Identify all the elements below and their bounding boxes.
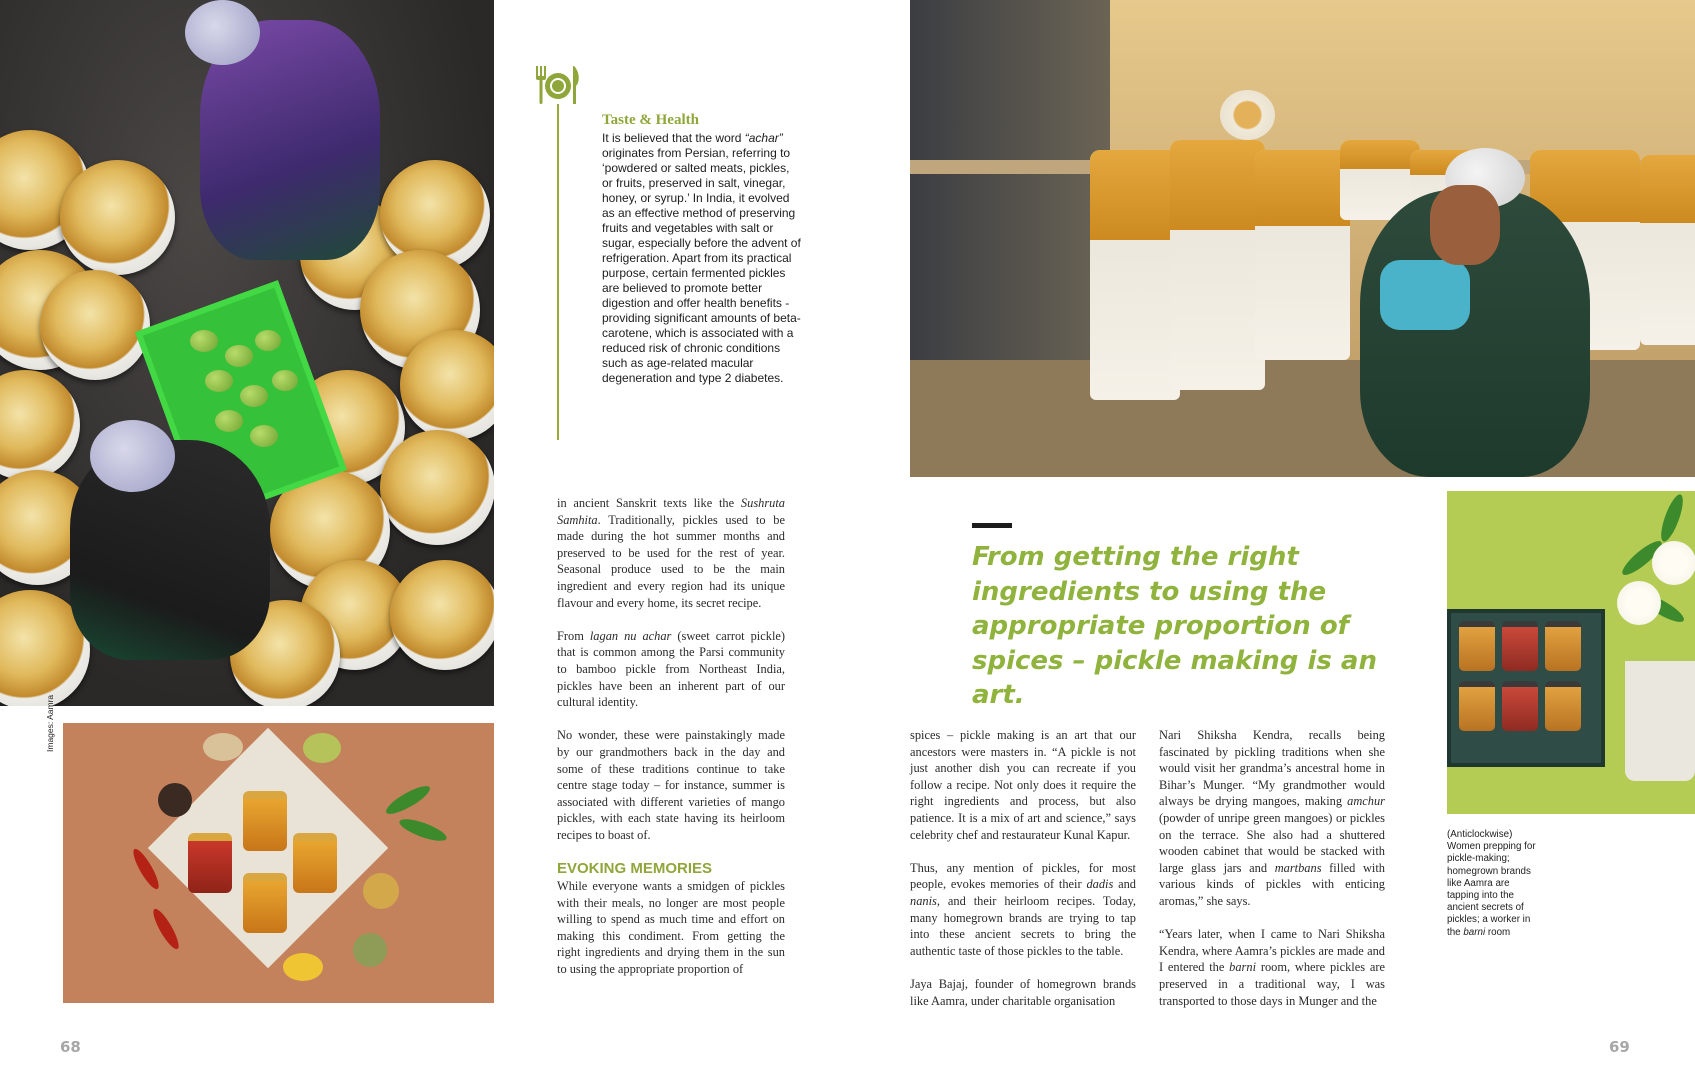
photo-worker-with-barni-jars [910, 0, 1695, 477]
text-run: room, where pickles are preserved in a traditional way, I was transported to those days in Munger and the [1159, 960, 1385, 1008]
paragraph [557, 727, 785, 843]
left-column [557, 495, 785, 994]
text-run: spices – pickle making is an art that our ancestors were masters in. “A pickle is not just another dish you can recreate if you follow a recipe. Not only does it require the right ingredients and process, but also patience. It is a mix of art and science,” says celebrity chef and restaurateur Kunal Kapur. [910, 728, 1136, 842]
paragraph [910, 727, 1136, 843]
page-number-right: 69 [1609, 1038, 1630, 1056]
text-run: Nari Shiksha Kendra, recalls being fascinated by pickling traditions when she would visit her grandma’s ancestral home in Bihar’s Munger. “My grandmother would always be drying mangoes, making [1159, 728, 1385, 809]
text-run: and [1113, 877, 1136, 892]
paragraph [910, 976, 1136, 1009]
italic-text: martbans [1274, 860, 1322, 875]
paragraph [557, 628, 785, 711]
fork-plate-knife-icon [534, 64, 582, 106]
italic-text: Sushruta Samhita [557, 496, 785, 527]
text-run: Thus, any mention of pickles, for most people, evokes memories of their [910, 860, 1136, 892]
text-run: “Years later, when I came to Nari Shiksha Kendra, where Aamra’s pickles are made and I entered the [1159, 927, 1385, 975]
paragraph [557, 495, 785, 611]
paragraph [1159, 727, 1385, 910]
text-run: , and their heirloom recipes. Today, many homegrown brands are trying to tap into these ancient secrets to bring the authentic taste of those pickles to the table. [910, 893, 1136, 958]
sidebar-title: Taste & Health [602, 112, 699, 128]
sidebar-body [602, 131, 802, 386]
italic-text: amchur [1347, 794, 1385, 809]
pull-quote: From getting the right ingredients to using the appropriate proportion of spices – pickle making is an art. [972, 542, 1377, 710]
text-run: filled with various kinds of pickles with enticing aromas,” she says. [1159, 860, 1386, 908]
italic-text: barni [1229, 960, 1257, 975]
section-heading: EVOKING MEMORIES [557, 860, 713, 878]
italic-text: barni [1463, 926, 1486, 938]
photo-caption [1447, 829, 1543, 939]
text-run: Jaya Bajaj, founder of homegrown brands like Aamra, under charitable organisation [910, 976, 1136, 1008]
text-run: (powder of unripe green mangoes) or pickles on the terrace. She also had a shuttered wooden cabinet that would be stacked with large glass jars and [1159, 810, 1385, 875]
page-number-left: 68 [60, 1038, 81, 1056]
text-run: No wonder, these were painstakingly made by our grandmothers back in the day and some of these traditions continue to take centre stage today – for instance, summer is associated with different varieties of mango pickles, with each state having its heirloom recipes to boast of. [557, 728, 785, 842]
italic-text: “achar” [744, 131, 783, 145]
photo-credit: Images: Aamra [45, 694, 55, 752]
text-run: It is believed that the word [602, 131, 745, 145]
text-run: originates from Persian, referring to ‘powdered or salted meats, pickles, or fruits, preserved in salt, vinegar, honey, or syrup.’ In India, it evolved as an effective method of preserving fruits and vegetables with salt or sugar, especially before the advent of refrigeration. Apart from its practical purpose, certain fermented pickles are believed to promote better digestion and offer health benefits - providing significant amounts of beta-carotene, which is associated with a reduced risk of chronic conditions such as age-related macular degeneration and type 2 diabetes. [602, 146, 801, 385]
sidebar-rule [557, 104, 559, 440]
paragraph [557, 878, 785, 978]
italic-text: lagan nu achar [589, 628, 672, 643]
photo-pickle-jars-with-spices [63, 723, 494, 1003]
italic-text: dadis [1086, 877, 1114, 892]
text-run: From [557, 628, 590, 643]
right-column [1159, 727, 1385, 1026]
text-run: in ancient Sanskrit texts like the [557, 496, 741, 510]
text-run: While everyone wants a smidgen of pickles with their meals, no longer are most people willing to spend as much time and effort on making this condiment. From getting the right ingredients and drying them in the sun to using the appropriate proportion of [557, 879, 785, 977]
photo-women-with-mango-crate [0, 0, 494, 706]
photo-aamra-gift-box [1447, 491, 1695, 814]
text-run: (sweet carrot pickle) that is common among the Parsi community to bamboo pickle from Northeast India, pickles have been an inherent part of our cultural identity. [557, 628, 786, 710]
middle-column [910, 727, 1136, 1026]
text-run: room [1485, 926, 1511, 938]
paragraph [910, 860, 1136, 960]
pull-quote-bar [972, 523, 1012, 528]
italic-text: nanis [910, 893, 937, 908]
paragraph [1159, 926, 1385, 1009]
text-run: . Traditionally, pickles used to be made during the hot summer months and preserved to be used for the rest of year. Seasonal produce used to be the main ingredient and every region had its unique flavour and every home, its secret recipe. [557, 512, 785, 610]
text-run: (Anticlockwise) Women prepping for pickle-making; homegrown brands like Aamra are tapping into the ancient secrets of pickles; a worker in the [1447, 829, 1536, 938]
